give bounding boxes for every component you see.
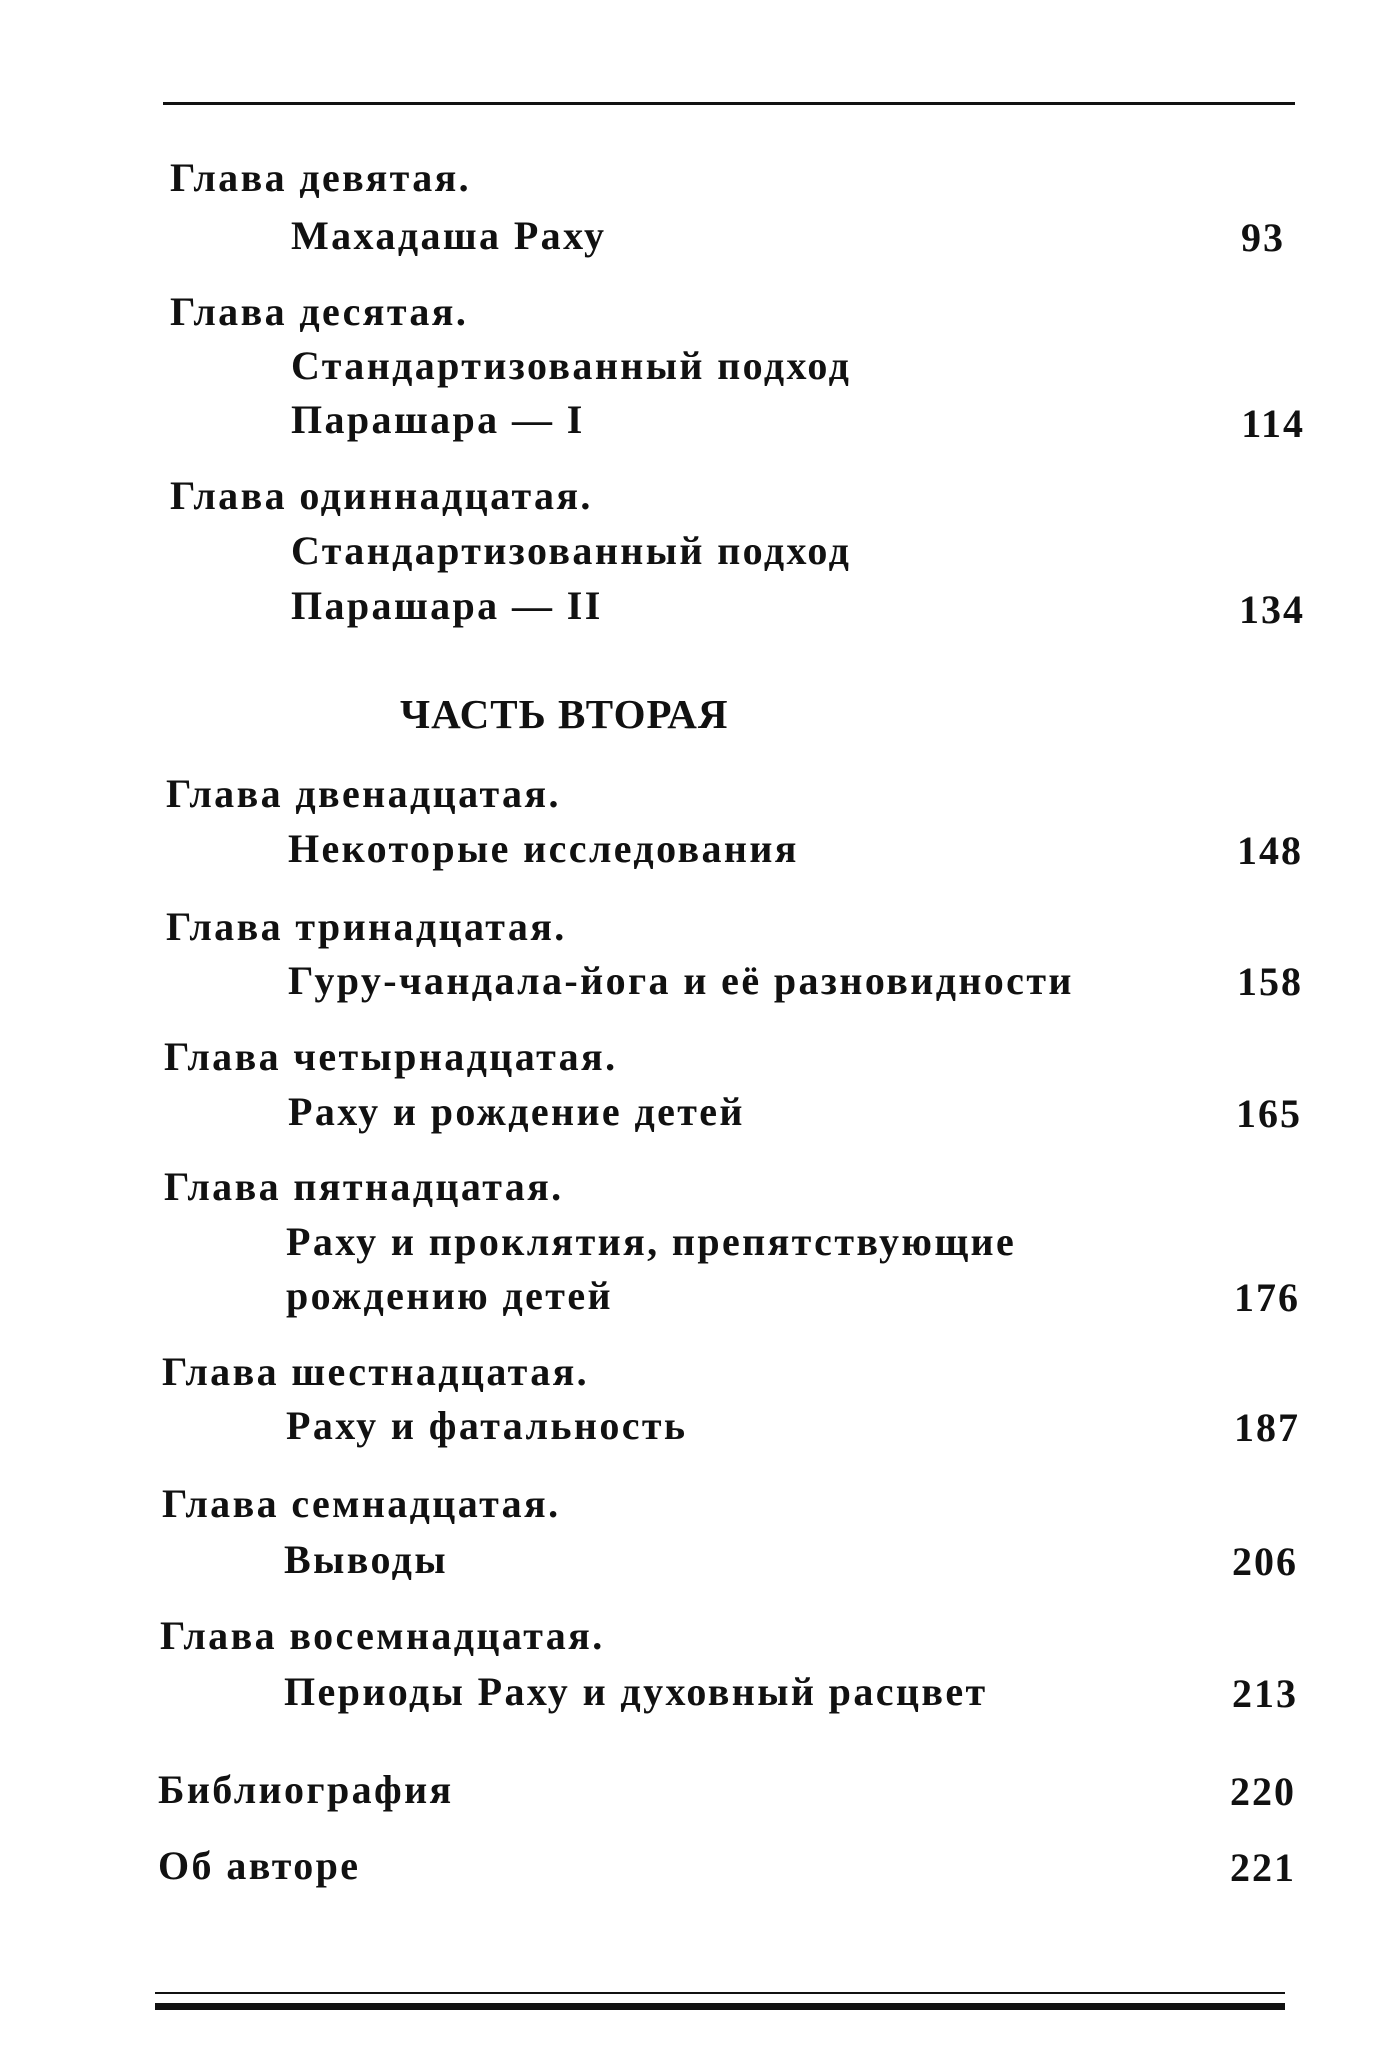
toc-chapter-label: Глава четырнадцатая.	[164, 1034, 618, 1079]
toc-chapter-label: Глава пятнадцатая.	[164, 1164, 564, 1209]
bottom-rule-thick	[155, 2003, 1285, 2010]
toc-chapter-title: Парашара — II	[291, 583, 603, 628]
toc-page-number: 206	[1232, 1539, 1298, 1584]
toc-chapter-title: Раху и фатальность	[286, 1403, 688, 1448]
toc-page-number: 148	[1237, 828, 1303, 873]
toc-chapter-title: Раху и рождение детей	[288, 1089, 745, 1134]
toc-chapter-label: Глава шестнадцатая.	[162, 1349, 590, 1394]
part-heading: ЧАСТЬ ВТОРАЯ	[400, 691, 729, 737]
toc-chapter-label: Глава тринадцатая.	[166, 904, 567, 949]
toc-page-number: 187	[1234, 1405, 1300, 1450]
toc-page-number: 114	[1241, 401, 1305, 446]
toc-chapter-label: Глава десятая.	[170, 289, 469, 334]
top-rule	[163, 102, 1295, 105]
toc-page-number: 134	[1239, 587, 1305, 632]
toc-chapter-title: Раху и проклятия, препятствующие	[286, 1219, 1017, 1264]
toc-chapter-label: Глава восемнадцатая.	[160, 1613, 605, 1658]
toc-chapter-title: Махадаша Раху	[291, 213, 607, 258]
toc-page-number: 93	[1241, 215, 1285, 260]
toc-chapter-title: Стандартизованный подход	[291, 528, 852, 573]
toc-chapter-title: Периоды Раху и духовный расцвет	[284, 1669, 988, 1714]
toc-chapter-title: Парашара — I	[291, 397, 585, 442]
toc-chapter-label: Глава одиннадцатая.	[170, 473, 593, 518]
toc-chapter-title: Некоторые исследования	[288, 826, 799, 871]
bottom-rule	[155, 1992, 1285, 1994]
toc-bibliography: Библиография	[158, 1767, 454, 1812]
toc-chapter-label: Глава двенадцатая.	[166, 771, 561, 816]
toc-page-number: 158	[1237, 959, 1303, 1004]
toc-page-number: 213	[1232, 1671, 1298, 1716]
toc-chapter-title: Выводы	[284, 1537, 448, 1582]
toc-chapter-title: Гуру-чандала-йога и её разновидности	[288, 958, 1074, 1003]
toc-page-number: 165	[1236, 1091, 1302, 1136]
toc-chapter-title: рождению детей	[286, 1273, 613, 1318]
toc-chapter-label: Глава семнадцатая.	[162, 1481, 561, 1526]
toc-page-number: 176	[1234, 1275, 1300, 1320]
toc-chapter-title: Стандартизованный подход	[291, 343, 852, 388]
toc-page-number: 220	[1230, 1769, 1296, 1814]
toc-page-number: 221	[1230, 1845, 1296, 1890]
toc-about-author: Об авторе	[158, 1843, 361, 1888]
toc-chapter-label: Глава девятая.	[170, 155, 472, 200]
